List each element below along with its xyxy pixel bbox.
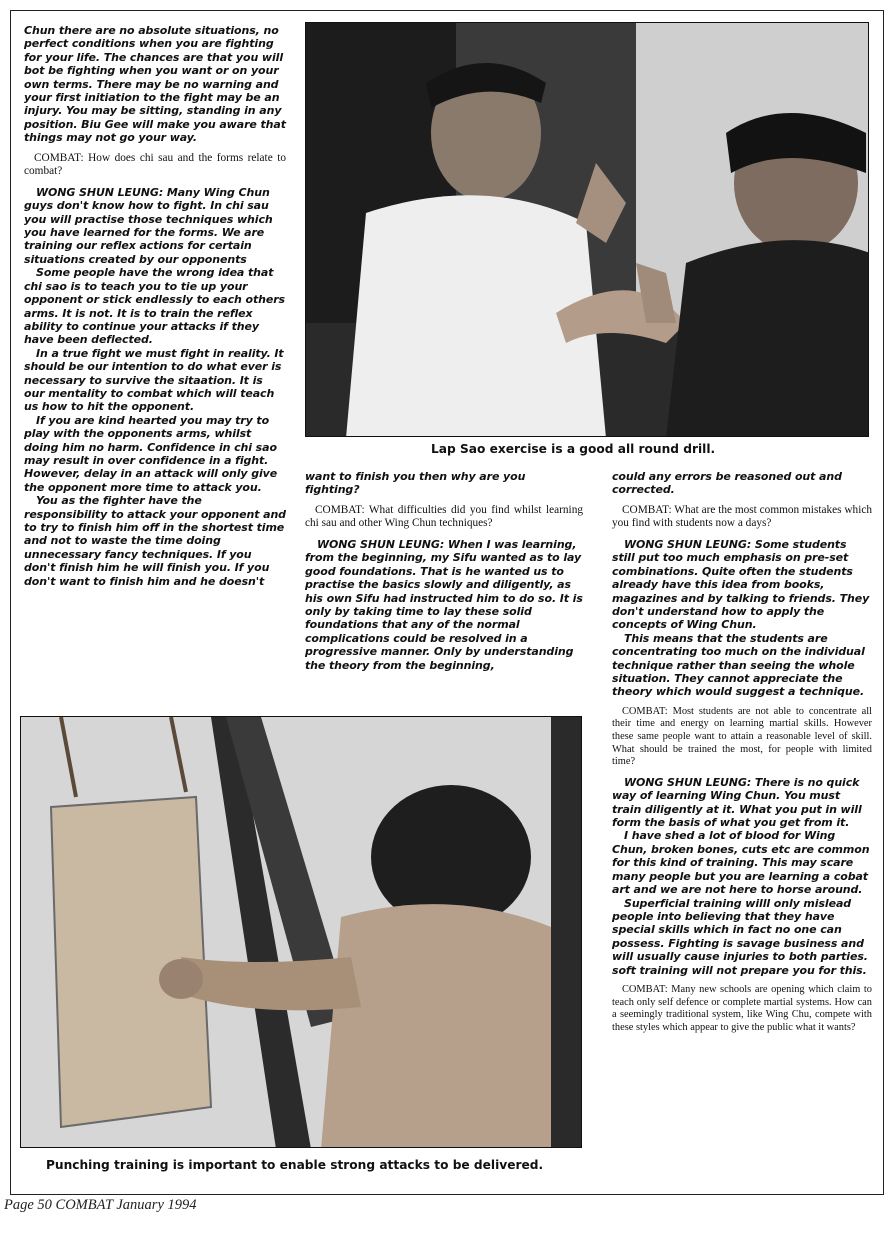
- lap-sao-photo: [305, 22, 869, 437]
- answer-paragraph: If you are kind hearted you may try to play with the opponents arms, whilst doing him no harm. Confidence in chi sao may result in over confidence in a fight. However, delay in an attack will only give the opponent more time to attack you.: [24, 413, 278, 494]
- interview-answer: WONG SHUN LEUNG: When I was learning, from the beginning, my Sifu wanted as to lay good foundations. That is he wanted us to practise the basics slowly and diligently, as his own Sifu had instructed him to do so. It is only by taking time to lay these solid foundations that any of the normal complications could be resolved in a progressive manner. Only by understanding the theory from the beginning,: [305, 538, 583, 672]
- answer-paragraph: I have shed a lot of blood for Wing Chun, broken bones, cuts etc are common for this kind of training. This may scare many people but you are learning a cobat art and we are not here to horse around.: [612, 829, 870, 897]
- interview-answer: WONG SHUN LEUNG: Some students still put too much emphasis on pre-set combinations. Quite often the students already have this idea from books, magazines and by talking to friends. They don't understand how to apply the concepts of Wing Chun.: [612, 538, 870, 632]
- intro-paragraph: Chun there are no absolute situations, no perfect conditions when you are fighting for your life. The chances are that you will bot be fighting when you want or on your own terms. There may be no warning and your first initiation to the fight may be an injury. You may be sitting, standing in any position. Biu Gee will make you aware that things may not go your way.: [24, 24, 286, 145]
- interview-question: COMBAT: How does chi sau and the forms relate to combat?: [24, 151, 286, 178]
- answer-paragraph: This means that the students are concentrating too much on the individual technique rather than seeing the whole situation. They cannot appreciate the theory which would suggest a technique.: [612, 631, 865, 699]
- continued-paragraph: could any errors be reasoned out and corrected.: [612, 470, 842, 497]
- interview-question: COMBAT: Most students are not able to concentrate all their time and energy on learning martial skills. However these same people want to attain a reasonable level of skill. What should be trained the most, for people with limited time?: [612, 705, 872, 768]
- interview-question: COMBAT: What difficulties did you find whilst learning chi sau and other Wing Chun techniques?: [305, 503, 583, 530]
- punching-training-photo: [20, 716, 582, 1148]
- column-right: [612, 470, 872, 1041]
- interview-answer: WONG SHUN LEUNG: There is no quick way of learning Wing Chun. You must train diligently at it. What you put in will form the basis of what you get from it.: [612, 775, 862, 830]
- answer-paragraph: You as the fighter have the responsibility to attack your opponent and to try to finish him off in the shortest time and not to waste the time doing unnecessary fancy techniques. If you don't finish him he will finish you. If you don't want to finish him and he doesn't: [24, 494, 286, 588]
- interview-answer: WONG SHUN LEUNG: Many Wing Chun guys don't know how to fight. In chi sau you will practise those techniques which you have learned for the forms. We are training our reflex actions for certain situations created by our opponents: [24, 185, 273, 266]
- interview-question: COMBAT: Many new schools are opening which claim to teach only self defence or complete martial systems. How can a seemingly traditional system, like Wing Chu, compete with these styles which appear to give the public what it wants?: [612, 983, 872, 1033]
- top-photo-caption: Lap Sao exercise is a good all round drill.: [431, 442, 716, 456]
- column-left: [24, 24, 286, 595]
- page-footer: Page 50 COMBAT January 1994: [4, 1197, 197, 1213]
- continued-paragraph: want to finish you then why are you fighting?: [305, 470, 526, 497]
- answer-paragraph: In a true fight we must fight in reality. It should be our intention to do what ever is necessary to survive the sitaation. It is our mentality to combat which will teach us how to hit the opponent.: [24, 346, 284, 414]
- column-middle: [305, 470, 583, 679]
- answer-paragraph: Superficial training willl only mislead people into believing that they have special skills which in fact no one can possess. Fighting is savage business and will usually cause injuries to both parties. soft training will not prepare you for this.: [612, 896, 868, 977]
- lap-sao-illustration: [306, 23, 869, 437]
- interview-question: COMBAT: What are the most common mistakes which you find with students now a days?: [612, 503, 872, 530]
- answer-paragraph: Some people have the wrong idea that chi sao is to teach you to tie up your opponent or stick endlessly to each others arms. It is not. It is to train the reflex ability to continue your attacks if they have been deflected.: [24, 266, 285, 347]
- bottom-photo-caption: Punching training is important to enable strong attacks to be delivered.: [46, 1158, 544, 1172]
- punching-training-illustration: [21, 717, 582, 1148]
